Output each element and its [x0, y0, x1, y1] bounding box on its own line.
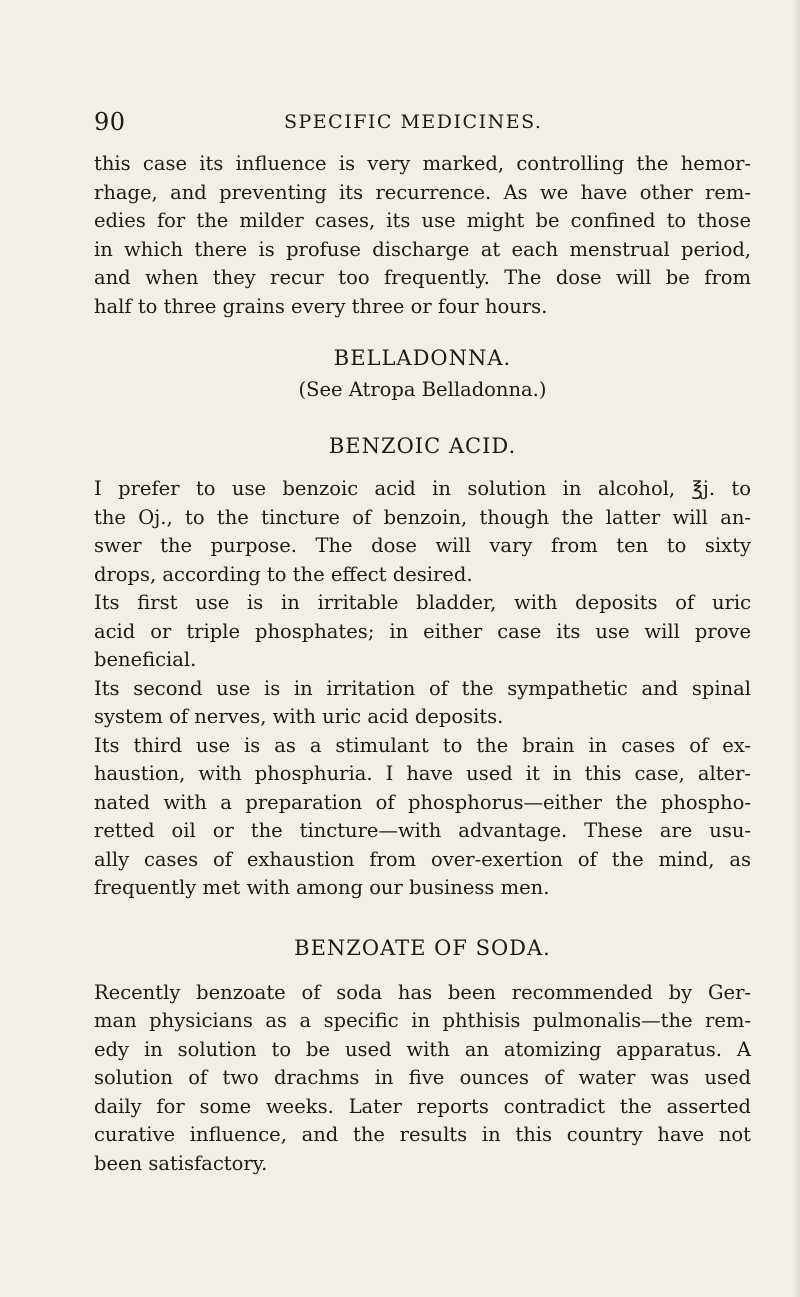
section-heading-belladonna: BELLADONNA.: [333, 346, 512, 370]
text-line: acid or triple phosphates; in either case its use will prove: [94, 619, 751, 643]
text-line: haustion, with phosphuria. I have used it in this case, alter-: [94, 762, 751, 785]
page-header: [94, 108, 754, 138]
paragraph-continuation: [94, 150, 751, 321]
text-line: ally cases of exhaustion from over-exertion of the mind, as: [94, 847, 751, 871]
text-line: I prefer to use benzoic acid in solution in alcohol, ℥j. to: [94, 477, 751, 500]
text-line: swer the purpose. The dose will vary from ten to sixty: [94, 534, 751, 557]
text-line: drops, according to the effect desired.: [94, 562, 473, 586]
text-line: this case its influence is very marked, controlling the hemor-: [94, 152, 751, 175]
paragraph: [94, 732, 751, 903]
page-edge-shadow: [792, 0, 800, 1297]
text-line: Its first use is in irritable bladder, with deposits of uric: [94, 591, 751, 614]
paragraph: [94, 979, 751, 1179]
text-line: man physicians as a specific in phthisis pulmonalis—the rem-: [94, 1009, 751, 1032]
text-line: beneficial.: [94, 648, 197, 671]
text-line: Its third use is as a stimulant to the brain in cases of ex-: [94, 733, 751, 757]
text-line: edy in solution to be used with an atomizing apparatus. A: [94, 1037, 751, 1061]
text-line: and when they recur too frequently. The dose will be from: [94, 266, 751, 289]
running-head: SPECIFIC MEDICINES.: [284, 111, 543, 133]
text-line: half to three grains every three or four hours.: [94, 294, 548, 318]
paragraph: [94, 475, 751, 589]
page-number: 90: [94, 108, 126, 136]
cross-reference: (See Atropa Belladonna.): [298, 378, 547, 401]
text-line: Its second use is in irritation of the sympathetic and spinal: [94, 676, 751, 700]
text-line: curative influence, and the results in this country have not: [94, 1123, 751, 1146]
section-heading-benzoic-acid: BENZOIC ACID.: [328, 434, 517, 458]
text-line: rhage, and preventing its recurrence. As we have other rem-: [94, 180, 751, 204]
text-line: frequently met with among our business men.: [94, 876, 550, 899]
text-line: been satisfactory.: [94, 1151, 268, 1175]
body-text: [94, 150, 751, 1178]
text-line: the Oj., to the tincture of benzoin, though the latter will an-: [94, 505, 751, 529]
text-line: system of nerves, with uric acid deposits.: [94, 705, 504, 728]
section-heading-benzoate-of-soda: BENZOATE OF SODA.: [294, 935, 551, 960]
text-line: retted oil or the tincture—with advantage. These are usu-: [94, 819, 751, 842]
text-line: daily for some weeks. Later reports contradict the asserted: [94, 1094, 751, 1118]
paragraph: [94, 675, 751, 732]
paragraph: [94, 589, 751, 675]
text-line: solution of two drachms in five ounces of water was used: [94, 1066, 751, 1089]
text-line: Recently benzoate of soda has been recommended by Ger-: [94, 980, 751, 1004]
text-line: edies for the milder cases, its use might be confined to those: [94, 209, 751, 232]
text-line: in which there is profuse discharge at each menstrual period,: [94, 237, 751, 261]
text-line: nated with a preparation of phosphorus—either the phospho-: [94, 790, 751, 814]
